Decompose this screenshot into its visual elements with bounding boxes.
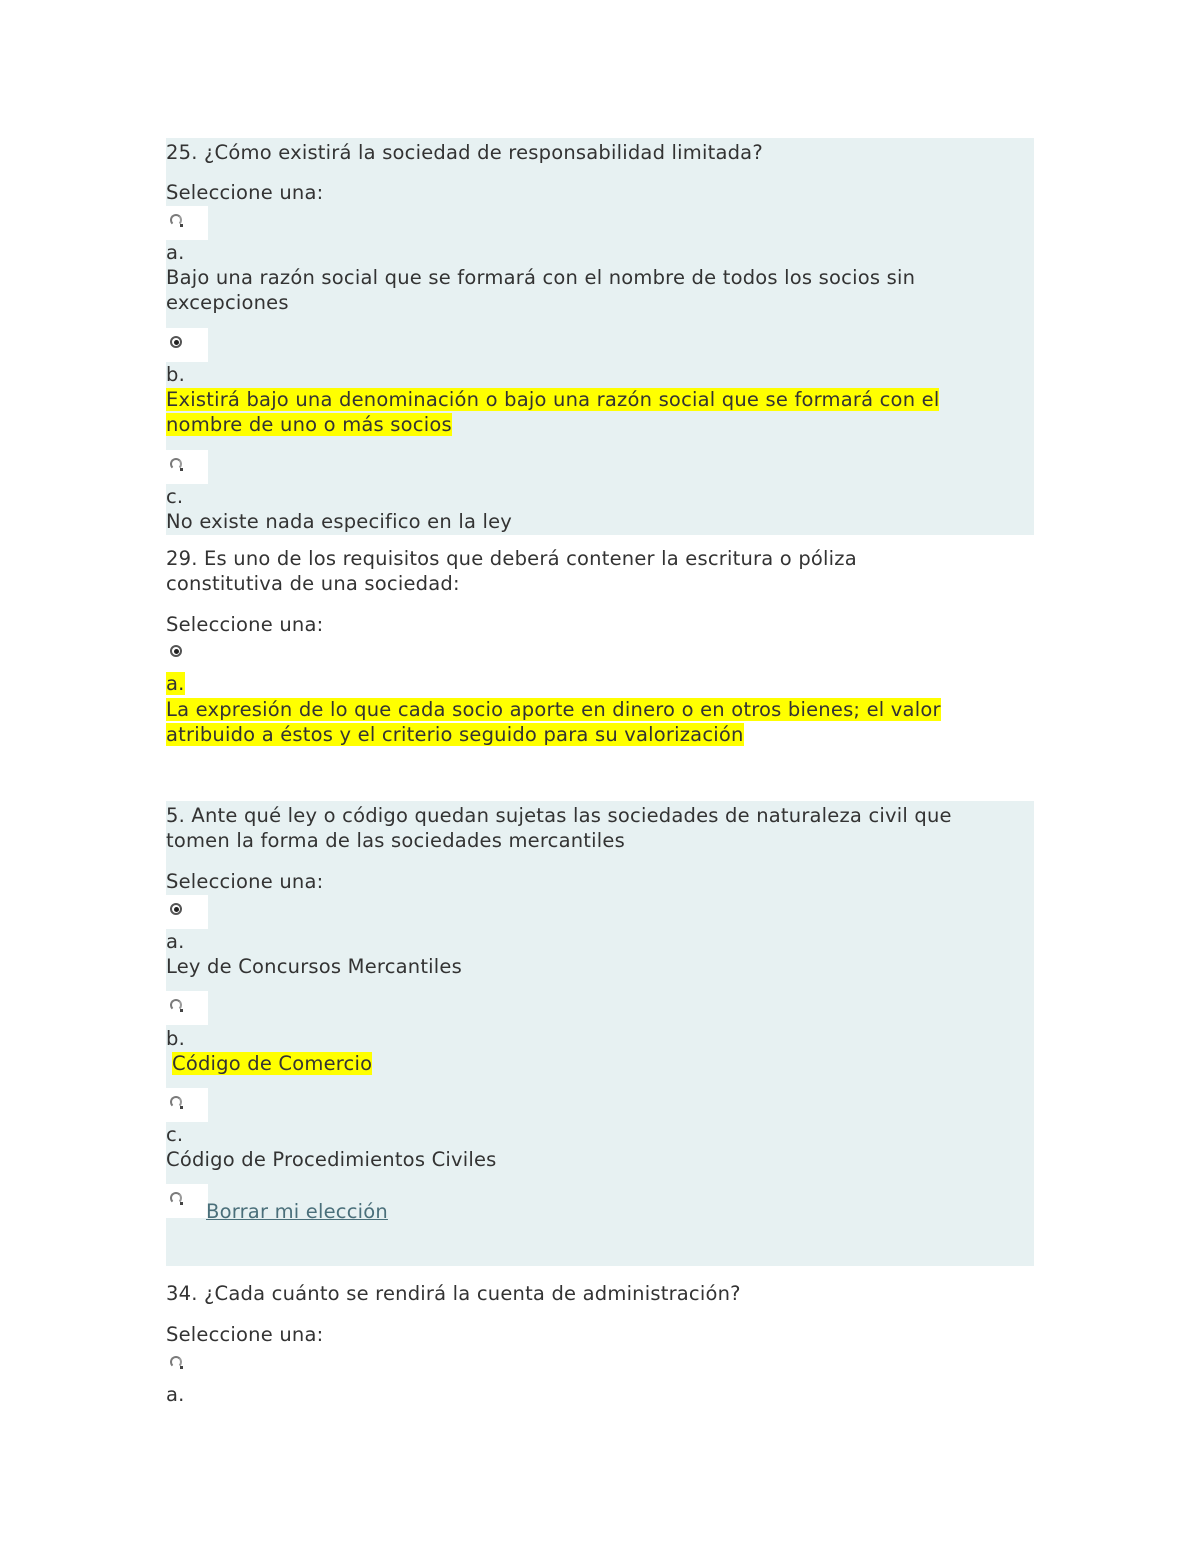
option-letter: a. [166,672,185,695]
question-title: 29. Es uno de los requisitos que deberá contener la escritura o póliza [166,547,857,570]
option-letter: b. [166,1027,185,1050]
radio-option-b[interactable] [166,328,208,362]
radio-option-b[interactable] [166,991,208,1025]
option-letter: b. [166,363,185,386]
question-title: 34. ¿Cada cuánto se rendirá la cuenta de administración? [166,1282,741,1305]
option-letter: a. [166,241,185,264]
question-25 [166,138,1034,535]
option-letter: c. [166,1123,184,1146]
option-letter: a. [166,930,185,953]
option-text-highlighted: atribuido a éstos y el criterio seguido para su valorización [166,723,744,746]
radio-option-a[interactable] [166,1348,208,1382]
question-29 [166,535,1034,801]
radio-option-a[interactable] [166,637,208,671]
question-title: 5. Ante qué ley o código quedan sujetas las sociedades de naturaleza civil que [166,804,952,827]
option-text-highlighted: Código de Comercio [172,1052,373,1075]
question-5 [166,801,1034,1266]
select-prompt: Seleccione una: [166,181,324,204]
option-letter: a. [166,1383,185,1406]
clear-choice-link[interactable]: Borrar mi elección [206,1200,388,1223]
radio-option-c[interactable] [166,450,208,484]
radio-option-c[interactable] [166,1088,208,1122]
option-text: Bajo una razón social que se formará con el nombre de todos los socios sin [166,266,916,289]
option-text: Código de Procedimientos Civiles [166,1148,497,1171]
radio-option-a[interactable] [166,895,208,929]
question-title: constitutiva de una sociedad: [166,572,460,595]
quiz-page [166,138,1034,1426]
select-prompt: Seleccione una: [166,870,324,893]
option-text: No existe nada especifico en la ley [166,510,513,533]
option-text-highlighted: Existirá bajo una denominación o bajo una razón social que se formará con el [166,388,940,411]
radio-option-a[interactable] [166,206,208,240]
select-prompt: Seleccione una: [166,613,324,636]
option-text-highlighted: La expresión de lo que cada socio aporte en dinero o en otros bienes; el valor [166,698,941,721]
option-text: Ley de Concursos Mercantiles [166,955,462,978]
radio-clear-choice[interactable] [166,1184,208,1218]
question-title: tomen la forma de las sociedades mercantiles [166,829,625,852]
question-title: 25. ¿Cómo existirá la sociedad de responsabilidad limitada? [166,141,763,164]
option-letter: c. [166,485,184,508]
select-prompt: Seleccione una: [166,1323,324,1346]
option-text-highlighted: nombre de uno o más socios [166,413,452,436]
option-text: excepciones [166,291,289,314]
question-34 [166,1266,1034,1426]
